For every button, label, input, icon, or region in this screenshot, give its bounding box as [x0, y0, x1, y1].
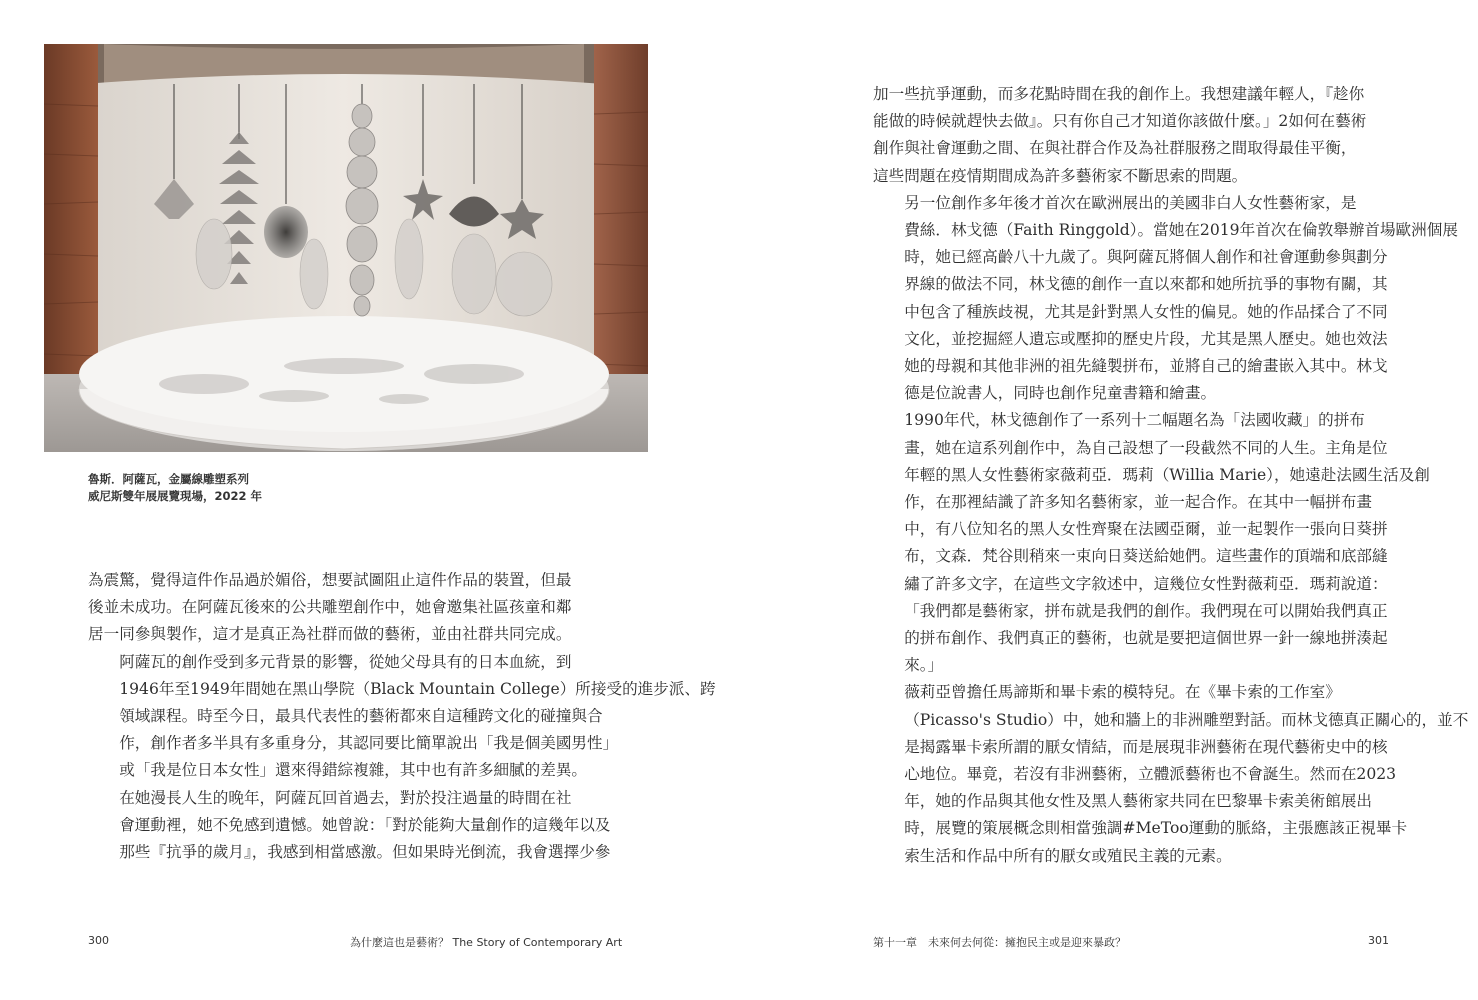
paragraph [873, 407, 1430, 679]
text-line: 能做的時候就趕快去做』。只有你自己才知道你該做什麼。」2如何在藝術 [873, 112, 1367, 131]
left-body-text [88, 567, 716, 866]
right-body-text [873, 81, 1469, 870]
photo-caption-line-2: 威尼斯雙年展展覽現場，2022 年 [88, 489, 263, 503]
text-line: 創作與社會運動之間、在與社群合作及為社群服務之間取得最佳平衡， [873, 139, 1357, 158]
text-line: 薇莉亞曾擔任馬諦斯和畢卡索的模特兒。在《畢卡索的工作室》 [904, 683, 1341, 702]
text-line: 畫，她在這系列創作中，為自己設想了一段截然不同的人生。主角是位 [904, 438, 1388, 457]
text-line: 繡了許多文字，在這些文字敘述中，這幾位女性對薇莉亞．瑪莉說道： [904, 574, 1388, 593]
text-line: 布，文森．梵谷則稍來一束向日葵送給她們。這些畫作的頂端和底部縫 [904, 547, 1388, 566]
photo-caption-line-1: 魯斯．阿薩瓦，金屬線雕塑系列 [88, 472, 249, 486]
text-line: 時，她已經高齡八十九歲了。與阿薩瓦將個人創作和社會運動參與劃分 [904, 248, 1388, 267]
text-line: 會運動裡，她不免感到遺憾。她曾說：「對於能夠大量創作的這幾年以及 [119, 815, 611, 834]
text-line: 來。」 [904, 656, 944, 675]
text-line: 另一位創作多年後才首次在歐洲展出的美國非白人女性藝術家，是 [904, 193, 1357, 212]
text-line: 那些『抗爭的歲月』，我感到相當感激。但如果時光倒流，我會選擇少參 [119, 843, 611, 862]
text-line: 作，創作者多半具有多重身分，其認同要比簡單說出「我是個美國男性」 [119, 734, 619, 753]
left-running-head: 為什麼這也是藝術？ The Story of Contemporary Art [350, 936, 623, 949]
text-line: 1990年代，林戈德創作了一系列十二幅題名為「法國收藏」的拼布 [904, 411, 1365, 430]
right-page-number: 301 [1368, 934, 1389, 947]
text-line: 中，有八位知名的黑人女性齊聚在法國亞爾，並一起製作一張向日葵拼 [904, 520, 1388, 539]
text-line: 領域課程。時至今日，最具代表性的藝術都來自這種跨文化的碰撞與合 [119, 707, 603, 726]
paragraph [873, 679, 1469, 869]
text-line: 阿薩瓦的創作受到多元背景的影響，從她父母具有的日本血統，到 [119, 652, 572, 671]
text-line: 居一同參與製作，這才是真正為社群而做的藝術，並由社群共同完成。 [88, 625, 572, 644]
text-line: 在她漫長人生的晚年，阿薩瓦回首過去，對於投注過量的時間在社 [119, 788, 572, 807]
paragraph [88, 649, 716, 785]
paragraph [88, 567, 608, 649]
text-line: 年，她的作品與其他女性及黑人藝術家共同在巴黎畢卡索美術館展出 [904, 792, 1373, 811]
paragraph [873, 190, 1458, 408]
text-line: 界線的做法不同，林戈德的創作一直以來都和她所抗爭的事物有關，其 [904, 275, 1388, 294]
right-page [739, 0, 1478, 1000]
text-line: 索生活和作品中所有的厭女或殖民主義的元素。 [904, 846, 1232, 865]
text-line: 費絲．林戈德（Faith Ringgold）。當她在2019年首次在倫敦舉辦首場歐洲個展 [904, 221, 1458, 240]
text-line: 她的母親和其他非洲的祖先縫製拼布，並將自己的繪畫嵌入其中。林戈 [904, 357, 1388, 376]
text-line: 為震驚，覺得這件作品過於媚俗，想要試圖阻止這件作品的裝置，但最 [88, 571, 572, 589]
text-line: 中包含了種族歧視，尤其是針對黑人女性的偏見。她的作品揉合了不同 [904, 302, 1388, 321]
right-running-head: 第十一章 未來何去何從：擁抱民主或是迎來暴政？ [873, 936, 1126, 949]
text-line: 1946年至1949年間她在黑山學院（Black Mountain College）所接受的進步派、跨 [119, 679, 716, 698]
paragraph [873, 81, 1393, 190]
text-line: 「我們都是藝術家，拼布就是我們的創作。我們現在可以開始我們真正 [904, 601, 1388, 620]
text-line: 年輕的黑人女性藝術家薇莉亞．瑪莉（Willia Marie），她遠赴法國生活及創 [904, 465, 1430, 484]
text-line: 後並未成功。在阿薩瓦後來的公共雕塑創作中，她會邀集社區孩童和鄰 [88, 598, 572, 617]
text-line: 的拼布創作、我們真正的藝術，也就是要把這個世界一針一線地拼湊起 [904, 629, 1388, 648]
text-line: 德是位說書人，同時也創作兒童書籍和繪畫。 [904, 384, 1217, 403]
text-line: （Picasso's Studio）中，她和牆上的非洲雕塑對話。而林戈德真正關心的，並不 [904, 710, 1469, 729]
text-line: 是揭露畢卡索所謂的厭女情結，而是展現非洲藝術在現代藝術史中的核 [904, 737, 1388, 756]
text-line: 加一些抗爭運動，而多花點時間在我的創作上。我想建議年輕人，『趁你 [873, 85, 1365, 103]
paragraph [88, 785, 611, 867]
text-line: 文化，並挖掘經人遺忘或壓抑的歷史片段，尤其是黑人歷史。她也效法 [904, 329, 1388, 348]
text-line: 時，展覽的策展概念則相當強調#MeToo運動的脈絡，主張應該正視畢卡 [904, 819, 1408, 838]
left-page-number: 300 [88, 934, 109, 947]
text-line: 或「我是位日本女性」還來得錯綜複雜，其中也有許多細膩的差異。 [119, 761, 588, 780]
exhibition-photo [44, 44, 648, 452]
text-line: 作，在那裡結識了許多知名藝術家，並一起合作。在其中一幅拼布畫 [904, 493, 1373, 512]
text-line: 心地位。畢竟，若沒有非洲藝術，立體派藝術也不會誕生。然而在2023 [904, 765, 1397, 784]
text-line: 這些問題在疫情期間成為許多藝術家不斷思索的問題。 [873, 166, 1248, 185]
